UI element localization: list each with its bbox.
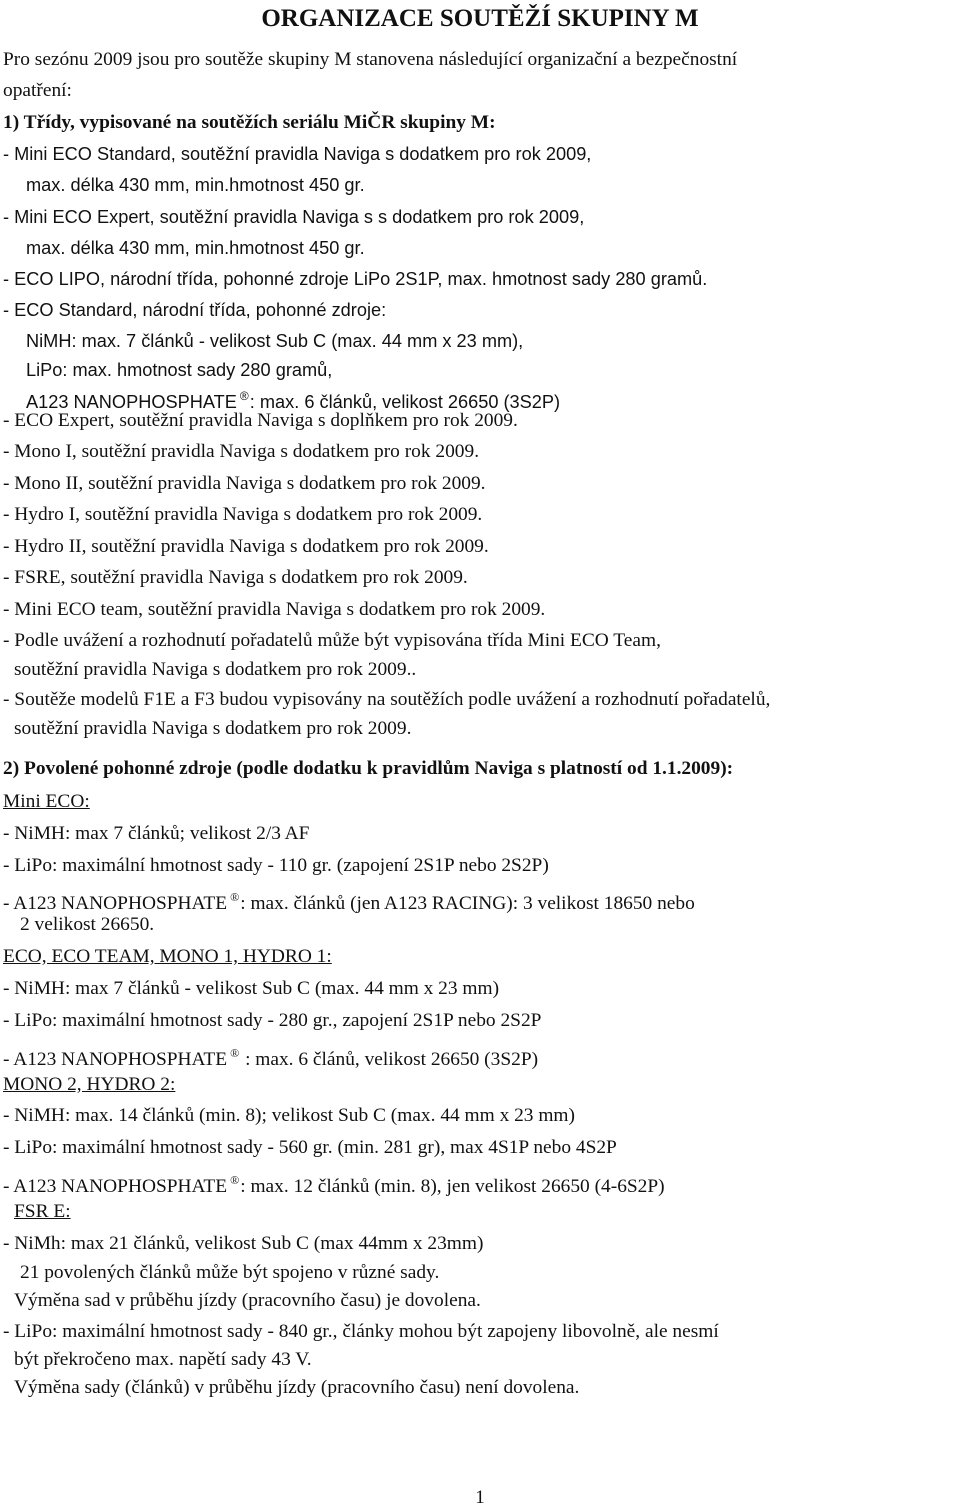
class-line: - ECO Expert, soutěžní pravidla Naviga s doplňkem pro rok 2009. bbox=[3, 410, 518, 431]
class-line: - FSRE, soutěžní pravidla Naviga s dodatkem pro rok 2009. bbox=[3, 567, 468, 588]
class-line: soutěžní pravidla Naviga s dodatkem pro rok 2009. bbox=[14, 718, 412, 739]
class-line: - Podle uvážení a rozhodnutí pořadatelů může být vypisována třída Mini ECO Team, bbox=[3, 630, 661, 651]
class-line: - Mono II, soutěžní pravidla Naviga s dodatkem pro rok 2009. bbox=[3, 473, 486, 494]
subsection-label: MONO 2, HYDRO 2: bbox=[3, 1074, 176, 1095]
class-line: - Hydro I, soutěžní pravidla Naviga s dodatkem pro rok 2009. bbox=[3, 504, 483, 525]
subsection-label: ECO, ECO TEAM, MONO 1, HYDRO 1: bbox=[3, 946, 332, 967]
nano-detail: : max. 6 článků, velikost 26650 (3S2P) bbox=[249, 392, 561, 412]
power-line: být překročeno max. napětí sady 43 V. bbox=[14, 1349, 312, 1370]
power-line: - NiMH: max 7 článků; velikost 2/3 AF bbox=[3, 823, 310, 844]
class-line: - Mini ECO Expert, soutěžní pravidla Naviga s s dodatkem pro rok 2009, bbox=[3, 207, 585, 227]
power-line: Výměna sady (článků) v průběhu jízdy (pracovního času) není dovolena. bbox=[14, 1377, 580, 1398]
nano-text: A123 NANOPHOSPHATE bbox=[26, 392, 237, 412]
power-line: - LiPo: maximální hmotnost sady - 840 gr., články mohou být zapojeny libovolně, ale nesmí bbox=[3, 1321, 719, 1342]
power-line: Výměna sad v průběhu jízdy (pracovního času) je dovolena. bbox=[14, 1290, 481, 1311]
subsection-label: FSR E: bbox=[14, 1201, 71, 1222]
class-line: NiMH: max. 7 článků - velikost Sub C (max. 44 mm x 23 mm), bbox=[26, 331, 524, 351]
page-title: ORGANIZACE SOUTĚŽÍ SKUPINY M bbox=[261, 5, 699, 32]
nano-detail: : max. článků (jen A123 RACING): 3 velikost 18650 nebo bbox=[240, 893, 695, 914]
power-line: - NiMH: max 7 článků - velikost Sub C (max. 44 mm x 23 mm) bbox=[3, 978, 500, 999]
registered-mark: ® bbox=[230, 1046, 240, 1060]
power-line: 2 velikost 26650. bbox=[20, 914, 155, 935]
nano-text: - A123 NANOPHOSPHATE bbox=[3, 1176, 228, 1197]
class-line: - Soutěže modelů F1E a F3 budou vypisovány na soutěžích podle uvážení a rozhodnutí pořadatelů, bbox=[3, 689, 771, 710]
nano-detail: : max. 12 článků (min. 8), jen velikost 26650 (4-6S2P) bbox=[240, 1176, 665, 1197]
registered-mark: ® bbox=[239, 389, 249, 403]
nano-detail: : max. 6 článů, velikost 26650 (3S2P) bbox=[240, 1049, 539, 1070]
intro-line: Pro sezónu 2009 jsou pro soutěže skupiny M stanovena následující organizační a bezpečnostní bbox=[3, 49, 738, 70]
power-line: - NiMh: max 21 článků, velikost Sub C (max 44mm x 23mm) bbox=[3, 1233, 484, 1254]
class-line: max. délka 430 mm, min.hmotnost 450 gr. bbox=[26, 238, 365, 258]
class-line: LiPo: max. hmotnost sady 280 gramů, bbox=[26, 360, 333, 380]
power-line bbox=[3, 1168, 665, 1199]
section-1-heading: 1) Třídy, vypisované na soutěžích seriálu MiČR skupiny M: bbox=[3, 112, 496, 133]
class-line: - Mono I, soutěžní pravidla Naviga s dodatkem pro rok 2009. bbox=[3, 441, 480, 462]
power-line: - LiPo: maximální hmotnost sady - 280 gr., zapojení 2S1P nebo 2S2P bbox=[3, 1010, 542, 1031]
class-line: soutěžní pravidla Naviga s dodatkem pro rok 2009.. bbox=[14, 659, 417, 680]
power-line: - NiMH: max. 14 článků (min. 8); velikost Sub C (max. 44 mm x 23 mm) bbox=[3, 1105, 575, 1126]
subsection-label: Mini ECO: bbox=[3, 791, 90, 812]
nano-text: - A123 NANOPHOSPHATE bbox=[3, 1049, 228, 1070]
class-line: - Hydro II, soutěžní pravidla Naviga s dodatkem pro rok 2009. bbox=[3, 536, 489, 557]
power-line: 21 povolených článků může být spojeno v různé sady. bbox=[20, 1262, 440, 1283]
intro-line: opatření: bbox=[3, 80, 72, 101]
class-line: - ECO Standard, národní třída, pohonné zdroje: bbox=[3, 300, 387, 320]
nano-text: - A123 NANOPHOSPHATE bbox=[3, 893, 228, 914]
registered-mark: ® bbox=[230, 890, 240, 904]
power-line: - LiPo: maximální hmotnost sady - 110 gr. (zapojení 2S1P nebo 2S2P) bbox=[3, 855, 549, 876]
power-line: - LiPo: maximální hmotnost sady - 560 gr. (min. 281 gr), max 4S1P nebo 4S2P bbox=[3, 1137, 617, 1158]
section-2-heading: 2) Povolené pohonné zdroje (podle dodatku k pravidlům Naviga s platností od 1.1.2009): bbox=[3, 758, 734, 779]
page-number: 1 bbox=[475, 1487, 485, 1508]
power-line bbox=[3, 885, 695, 916]
class-line: - Mini ECO Standard, soutěžní pravidla Naviga s dodatkem pro rok 2009, bbox=[3, 144, 592, 164]
registered-mark: ® bbox=[230, 1173, 240, 1187]
class-line: max. délka 430 mm, min.hmotnost 450 gr. bbox=[26, 175, 365, 195]
power-line bbox=[3, 1041, 538, 1072]
class-line: - ECO LIPO, národní třída, pohonné zdroje LiPo 2S1P, max. hmotnost sady 280 gramů. bbox=[3, 269, 708, 289]
class-line: - Mini ECO team, soutěžní pravidla Naviga s dodatkem pro rok 2009. bbox=[3, 599, 546, 620]
